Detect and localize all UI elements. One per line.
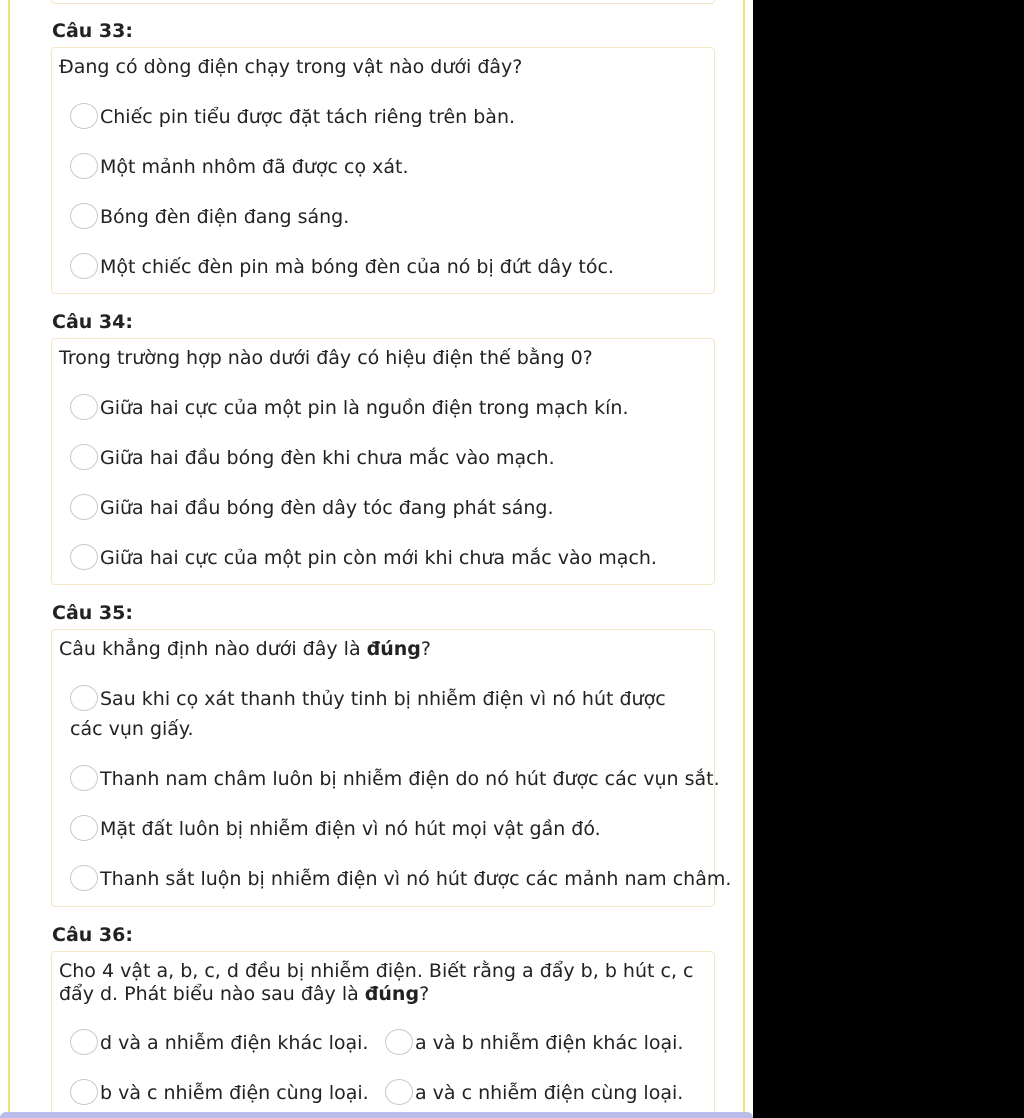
- radio-button[interactable]: [70, 1079, 98, 1105]
- question-36-option-2[interactable]: a và b nhiễm điện khác loại.: [385, 1028, 683, 1058]
- question-36-prompt: Cho 4 vật a, b, c, d đều bị nhiễm điện. Biết rằng a đẩy b, b hút c, c đẩy d. Phát biểu nào sau đây là đúng?: [59, 960, 694, 1005]
- question-36-label: Câu 36:: [52, 924, 133, 946]
- question-33-option-1[interactable]: Chiếc pin tiểu được đặt tách riêng trên bàn.: [70, 102, 515, 132]
- question-35-prompt: Câu khẳng định nào dưới đây là đúng?: [59, 638, 431, 660]
- radio-button[interactable]: [70, 494, 98, 520]
- question-33-option-3[interactable]: Bóng đèn điện đang sáng.: [70, 202, 349, 232]
- question-34-option-3[interactable]: Giữa hai đầu bóng đèn dây tóc đang phát sáng.: [70, 493, 554, 523]
- radio-button[interactable]: [385, 1079, 413, 1105]
- left-border: [8, 0, 10, 1118]
- radio-button[interactable]: [70, 253, 98, 279]
- question-35-option-1[interactable]: Sau khi cọ xát thanh thủy tinh bị nhiễm điện vì nó hút được các vụn giấy.: [70, 684, 690, 744]
- radio-button[interactable]: [70, 103, 98, 129]
- question-33-label: Câu 33:: [52, 20, 133, 42]
- bottom-scroll-bar[interactable]: [0, 1112, 753, 1118]
- question-34-label: Câu 34:: [52, 311, 133, 333]
- question-33-prompt: Đang có dòng điện chạy trong vật nào dưới đây?: [59, 56, 523, 78]
- radio-button[interactable]: [70, 1029, 98, 1055]
- right-border: [743, 0, 745, 1118]
- question-35-label: Câu 35:: [52, 602, 133, 624]
- radio-button[interactable]: [70, 544, 98, 570]
- question-33-box: [51, 47, 715, 294]
- question-34-option-4[interactable]: Giữa hai cực của một pin còn mới khi chưa mắc vào mạch.: [70, 543, 657, 573]
- question-34-option-1[interactable]: Giữa hai cực của một pin là nguồn điện trong mạch kín.: [70, 393, 629, 423]
- radio-button[interactable]: [70, 153, 98, 179]
- radio-button[interactable]: [70, 444, 98, 470]
- question-34-option-2[interactable]: Giữa hai đầu bóng đèn khi chưa mắc vào mạch.: [70, 443, 555, 473]
- question-34-prompt: Trong trường hợp nào dưới đây có hiệu điện thế bằng 0?: [59, 347, 593, 369]
- radio-button[interactable]: [70, 865, 98, 891]
- question-36-option-1[interactable]: d và a nhiễm điện khác loại.: [70, 1028, 368, 1058]
- radio-button[interactable]: [70, 394, 98, 420]
- previous-question-box: [51, 0, 715, 4]
- radio-button[interactable]: [70, 203, 98, 229]
- question-36-option-3[interactable]: b và c nhiễm điện cùng loại.: [70, 1078, 369, 1108]
- question-35-option-3[interactable]: Mặt đất luôn bị nhiễm điện vì nó hút mọi vật gần đó.: [70, 814, 601, 844]
- radio-button[interactable]: [70, 815, 98, 841]
- question-33-option-4[interactable]: Một chiếc đèn pin mà bóng đèn của nó bị đứt dây tóc.: [70, 252, 614, 282]
- radio-button[interactable]: [385, 1029, 413, 1055]
- question-35-option-4[interactable]: Thanh sắt luộn bị nhiễm điện vì nó hút được các mảnh nam châm.: [70, 864, 731, 894]
- question-36-box: [51, 951, 715, 1118]
- radio-button[interactable]: [70, 685, 98, 711]
- question-36-option-4[interactable]: a và c nhiễm điện cùng loại.: [385, 1078, 683, 1108]
- radio-button[interactable]: [70, 765, 98, 791]
- question-35-option-2[interactable]: Thanh nam châm luôn bị nhiễm điện do nó hút được các vụn sắt.: [70, 764, 720, 794]
- question-35-box: [51, 629, 732, 907]
- question-33-option-2[interactable]: Một mảnh nhôm đã được cọ xát.: [70, 152, 408, 182]
- question-34-box: [51, 338, 715, 585]
